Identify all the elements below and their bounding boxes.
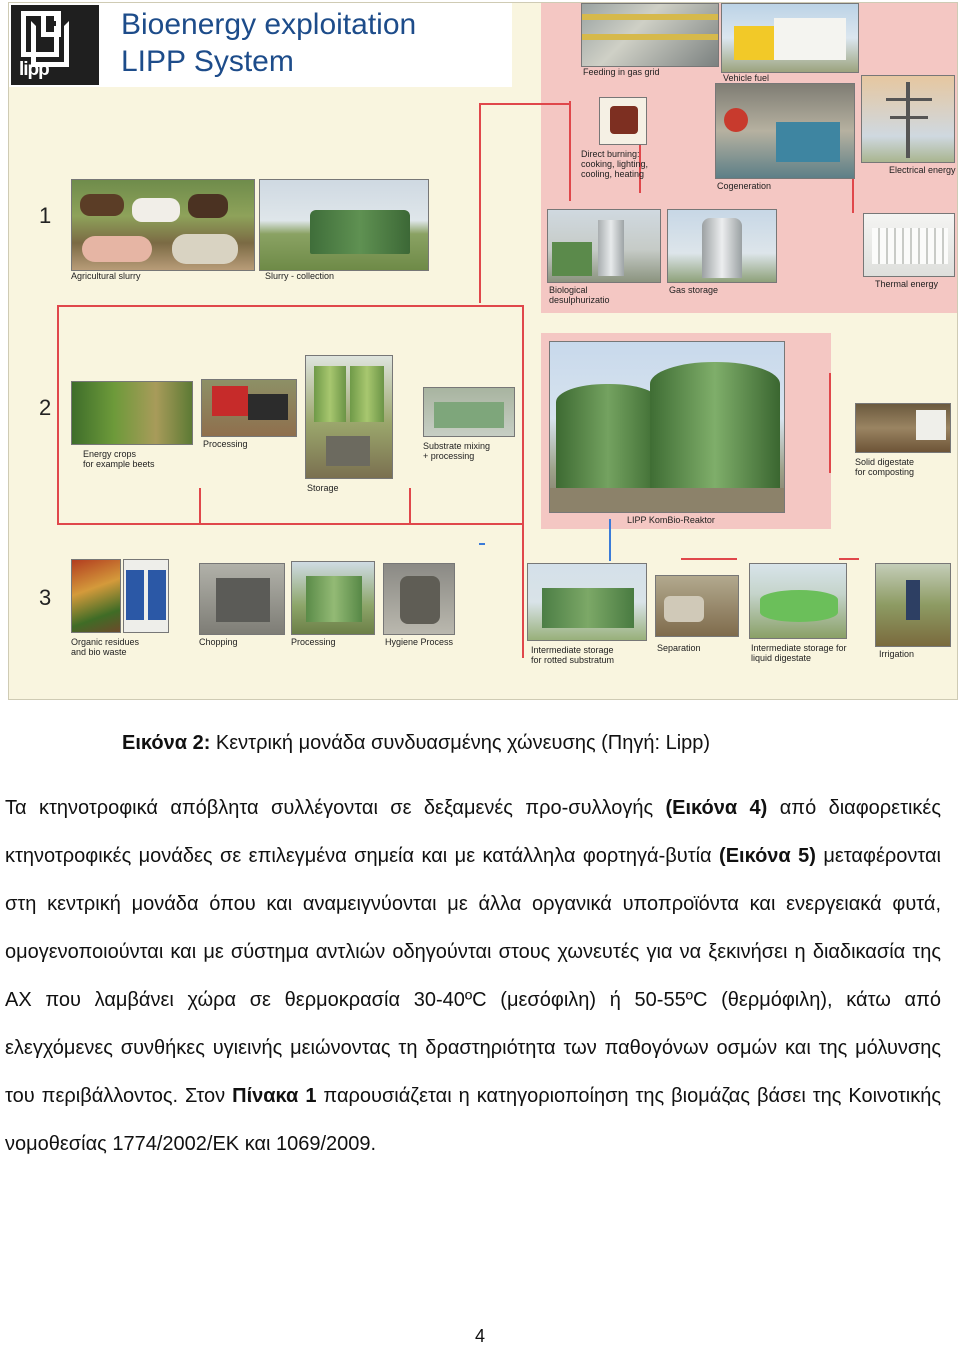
- caption-vehicle-fuel: Vehicle fuel: [723, 73, 770, 83]
- chopping-photo: [199, 563, 285, 635]
- organic-residues-photo: [71, 559, 121, 633]
- flow-arrow: [829, 373, 831, 473]
- solid-digestate-photo: [855, 403, 951, 453]
- caption-intermediate-storage-rotted: Intermediate storage for rotted substratum: [531, 645, 615, 665]
- caption-direct-burning: Direct burning: cooking, lighting, cooling, heating: [581, 149, 649, 179]
- flow-arrow: [522, 305, 524, 537]
- caption-agricultural-slurry: Agricultural slurry: [71, 271, 141, 281]
- energy-crops-photo: [71, 381, 193, 445]
- flow-arrow: [479, 103, 569, 105]
- caption-separation: Separation: [657, 643, 701, 653]
- feeding-gas-grid-photo: [581, 3, 719, 67]
- flow-arrow: [479, 543, 485, 545]
- kombio-reaktor-photo: [549, 341, 785, 513]
- electrical-energy-photo: [861, 75, 955, 163]
- figure-title-line1: Bioenergy exploitation: [121, 8, 417, 41]
- flow-arrow: [409, 488, 411, 525]
- vehicle-fuel-photo: [721, 3, 859, 73]
- figure-header: [9, 3, 512, 87]
- caption-chopping: Chopping: [199, 637, 238, 647]
- caption-intermediate-storage-liquid: Intermediate storage for liquid digestate: [751, 643, 847, 663]
- thermal-energy-photo: [863, 213, 955, 277]
- direct-burning-photo: [599, 97, 647, 145]
- caption-kombio-reaktor: LIPP KomBio-Reaktor: [627, 515, 715, 525]
- body-text-3: μεταφέρονται στη κεντρική μονάδα όπου και αναμειγνύονται με άλλα οργανικά υποπροϊόντα και ενεργειακά φυτά, ομογενοποιούνται και με σύστημα αντλιών οδηγούνται στους χωνευτές για να ξεκινήσει η διαδικασία της ΑΧ που λαμβάνει χώρα σε θερμοκρασία 30-40ºC (μεσόφιλη) ή 50-55ºC (θερμόφιλη), κάτω από ελεγχόμενες συνθήκες υγιεινής μειώνοντας τη δραστηριότητα των παθογόνων οσμών και της μόλυνσης του περιβάλλοντος. Στον: [5, 845, 941, 1107]
- flow-arrow: [479, 103, 481, 303]
- row-number-3: 3: [39, 585, 52, 610]
- figure-caption-text: Κεντρική μονάδα συνδυασμένης χώνευσης (Πηγή: Lipp): [210, 732, 711, 754]
- cogeneration-photo: [715, 83, 855, 179]
- flow-arrow: [522, 533, 524, 658]
- caption-electrical-energy: Electrical energy: [889, 165, 956, 175]
- hygiene-process-photo: [383, 563, 455, 635]
- body-text-4: παρουσιάζεται η κατηγοριοποίηση της βιομάζας βάσει της Κοινοτικής νομοθεσίας 1774/2002/ΕΚ και 1069/2009.: [5, 1085, 941, 1155]
- caption-solid-digestate: Solid digestate for composting: [855, 457, 915, 477]
- separation-photo: [655, 575, 739, 637]
- figure-reference-5: (Εικόνα 5): [719, 845, 816, 867]
- caption-irrigation: Irrigation: [879, 649, 915, 659]
- figure-caption-label: Εικόνα 2:: [122, 732, 211, 754]
- caption-hygiene-process: Hygiene Process: [385, 637, 454, 647]
- processing-row2-photo: [201, 379, 297, 437]
- body-paragraph: [5, 784, 941, 1168]
- row-number-2: 2: [39, 395, 52, 420]
- bio-waste-bins-photo: [123, 559, 169, 633]
- agricultural-slurry-photo: [71, 179, 255, 271]
- bioenergy-figure: [8, 2, 958, 700]
- slurry-collection-photo: [259, 179, 429, 271]
- storage-photo: [305, 355, 393, 479]
- flow-arrow: [57, 305, 59, 525]
- intermediate-storage-rotted-photo: [527, 563, 647, 641]
- caption-feeding-gas-grid: Feeding in gas grid: [583, 67, 660, 77]
- substrate-mixing-photo: [423, 387, 515, 437]
- logo-text: lipp: [19, 59, 49, 80]
- flow-arrow: [839, 558, 859, 560]
- flow-arrow: [57, 523, 522, 525]
- irrigation-photo: [875, 563, 951, 647]
- figure-caption: [122, 732, 710, 755]
- biological-desulphurization-photo: [547, 209, 661, 283]
- body-text-2: από διαφορετικές κτηνοτροφικές μονάδες σε επιλεγμένα σημεία και με κατάλληλα φορτηγά-βυτία: [5, 797, 941, 867]
- caption-cogeneration: Cogeneration: [717, 181, 772, 191]
- intermediate-storage-liquid-photo: [749, 563, 847, 639]
- flow-arrow: [852, 173, 854, 213]
- caption-gas-storage: Gas storage: [669, 285, 719, 295]
- figure-title: [121, 6, 416, 80]
- figure-title-line2: LIPP System: [121, 45, 294, 78]
- processing-row3-photo: [291, 561, 375, 635]
- caption-slurry-collection: Slurry - collection: [265, 271, 335, 281]
- caption-biological-desulphurization: Biological desulphurizatio: [549, 285, 610, 305]
- flow-arrow: [569, 101, 571, 201]
- row-number-1: 1: [39, 203, 52, 228]
- body-text-1: Τα κτηνοτροφικά απόβλητα συλλέγονται σε δεξαμενές προ-συλλογής: [5, 797, 666, 819]
- caption-energy-crops: Energy crops for example beets: [83, 449, 155, 469]
- caption-thermal-energy: Thermal energy: [875, 279, 939, 289]
- caption-substrate-mixing: Substrate mixing + processing: [423, 441, 491, 461]
- figure-reference-4: (Εικόνα 4): [665, 797, 768, 819]
- flow-arrow: [199, 488, 201, 525]
- caption-processing-row2: Processing: [203, 439, 248, 449]
- table-reference-1: Πίνακα 1: [232, 1085, 317, 1107]
- caption-storage: Storage: [307, 483, 339, 493]
- caption-processing-row3: Processing: [291, 637, 336, 647]
- gas-storage-photo: [667, 209, 777, 283]
- page-number: 4: [474, 1326, 485, 1346]
- flow-arrow: [681, 558, 737, 560]
- caption-organic-residues: Organic residues and bio waste: [71, 637, 140, 657]
- flow-arrow: [57, 305, 522, 307]
- lipp-logo: [11, 5, 99, 85]
- flow-arrow: [609, 519, 611, 561]
